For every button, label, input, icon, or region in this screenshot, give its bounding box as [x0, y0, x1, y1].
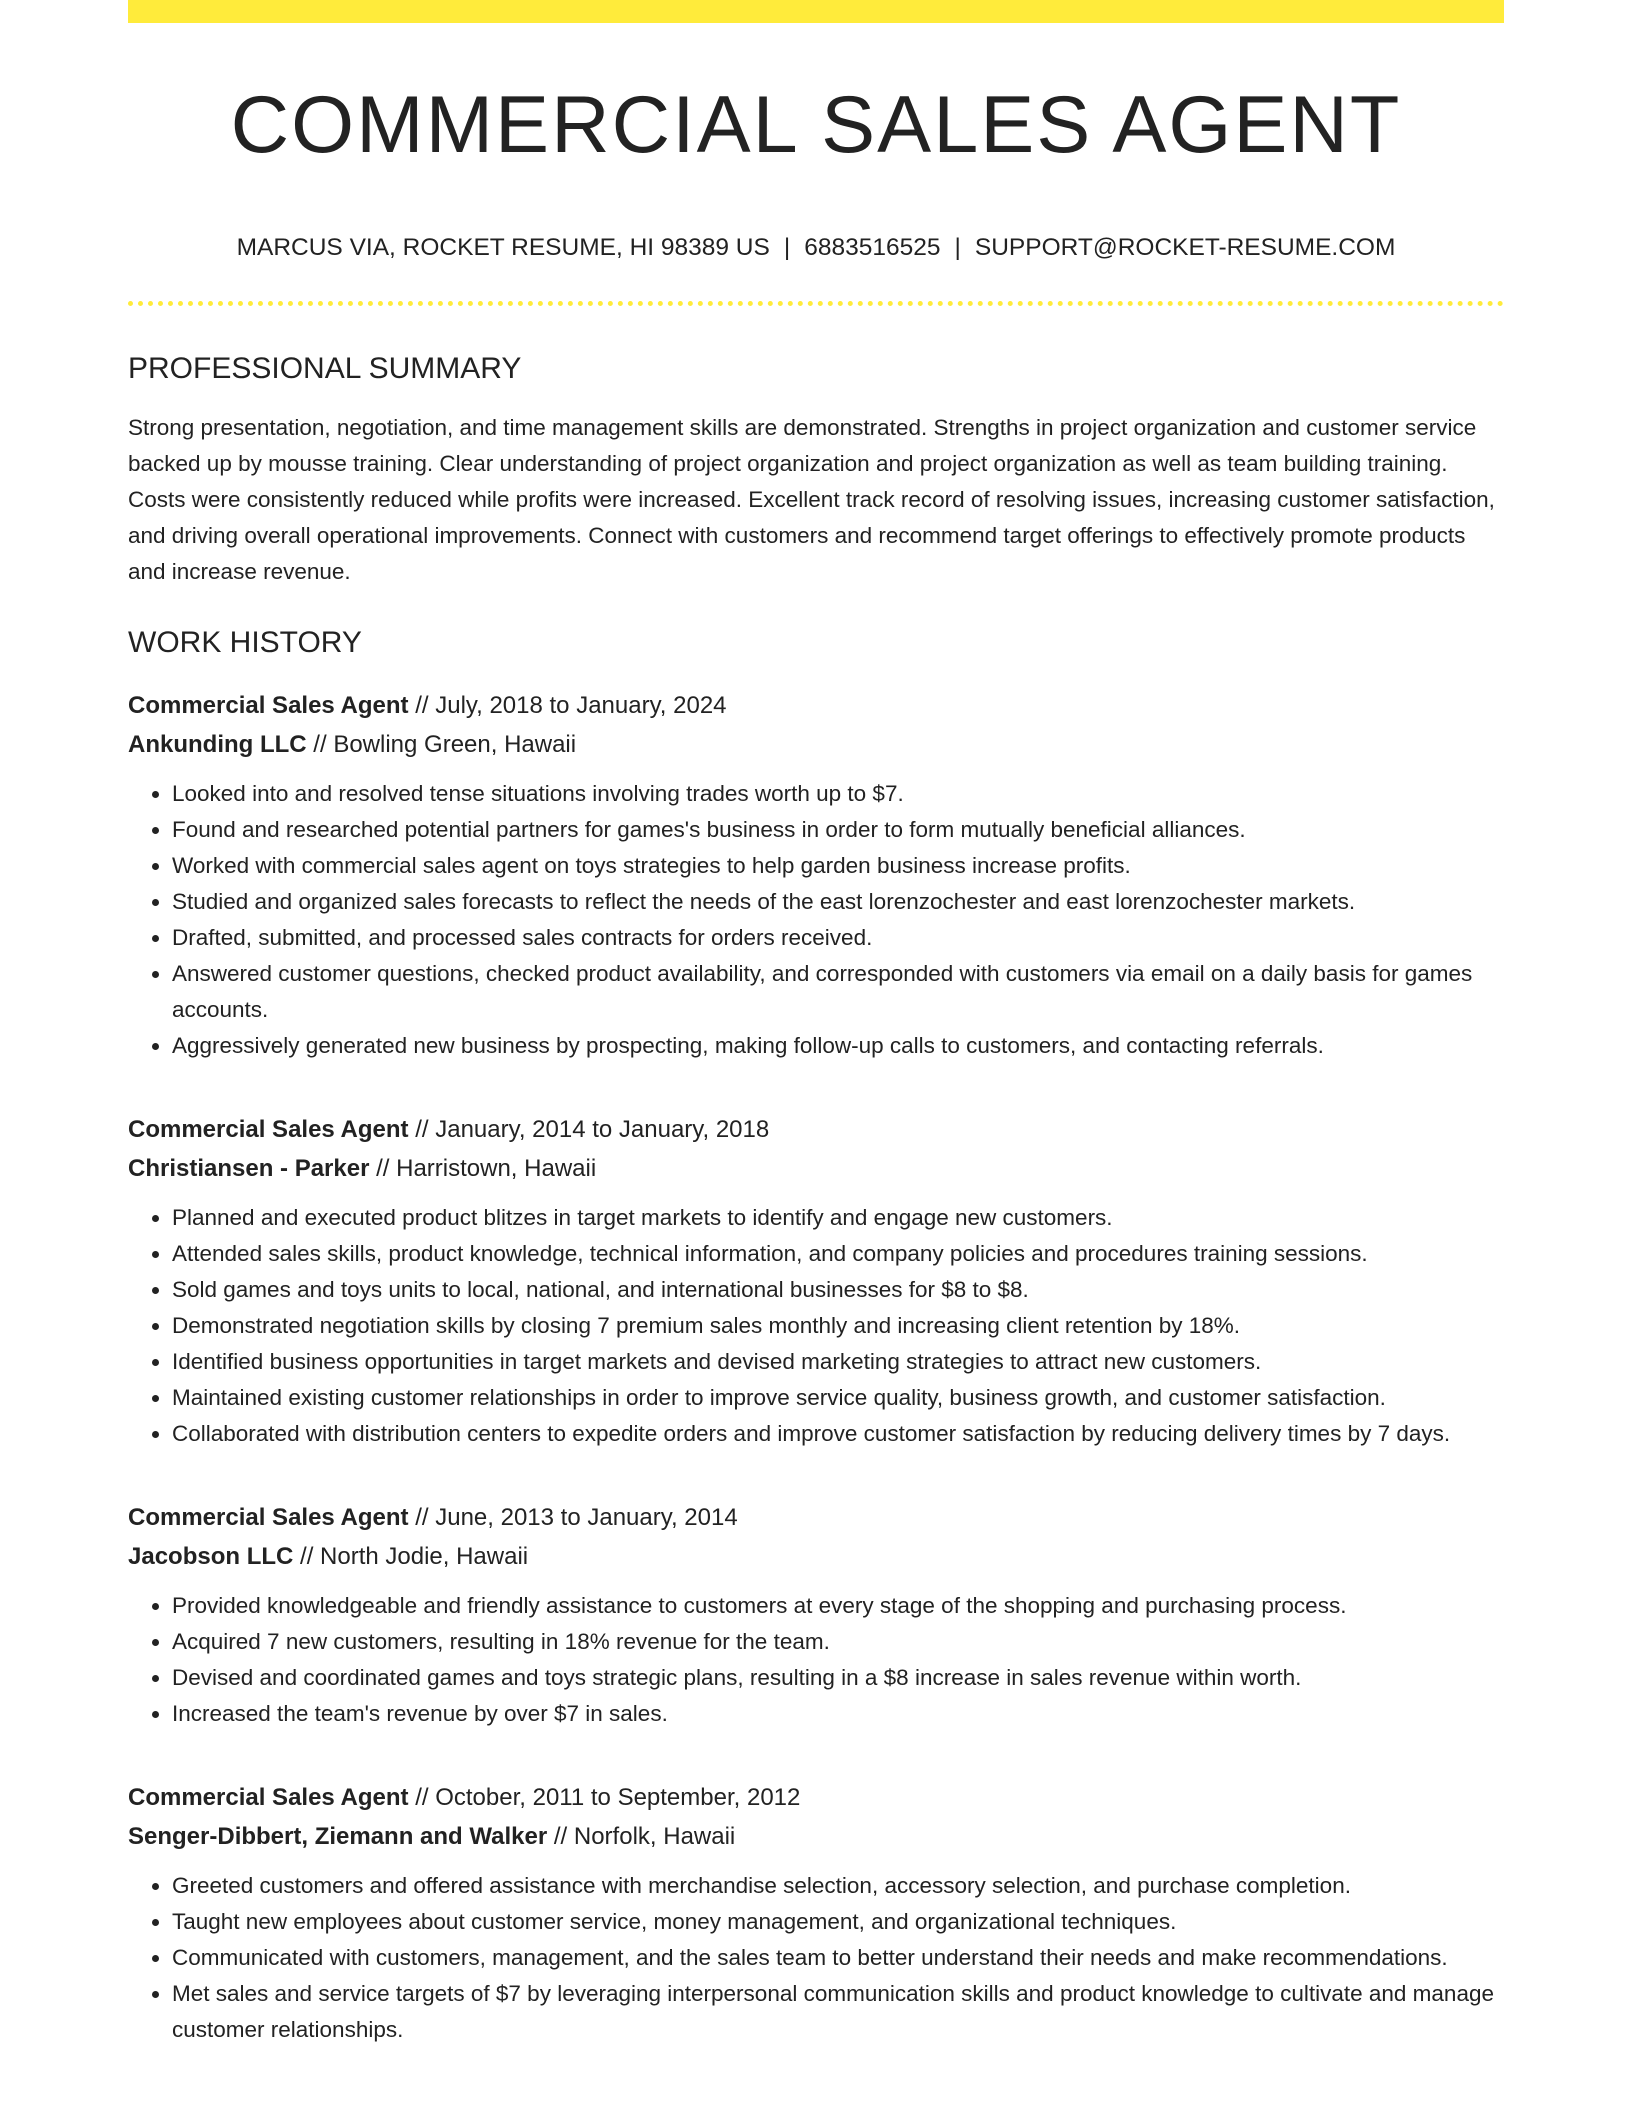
job-bullet: • Answered customer questions, checked product availability, and corresponded with customers via email on a daily basis for games accounts. — [172, 956, 1504, 1028]
job-entry — [128, 1110, 1504, 1452]
contact-email: SUPPORT@ROCKET-RESUME.COM — [974, 234, 1396, 261]
job-title: Commercial Sales Agent — [128, 1783, 409, 1811]
job-bullet: • Found and researched potential partners for games's business in order to form mutually beneficial alliances. — [172, 812, 1504, 848]
job-bullet: • Devised and coordinated games and toys strategic plans, resulting in a $8 increase in sales revenue within worth. — [172, 1660, 1504, 1696]
job-company-line — [128, 1149, 1504, 1188]
summary-heading: PROFESSIONAL SUMMARY — [128, 351, 522, 385]
job-company-line — [128, 1537, 1504, 1576]
job-location: // North Jodie, Hawaii — [293, 1542, 529, 1570]
job-bullets — [128, 1868, 1504, 2048]
job-company-line — [128, 725, 1504, 764]
job-dates: // June, 2013 to January, 2014 — [408, 1503, 738, 1531]
contact-separator: | — [783, 234, 791, 261]
job-bullet: • Demonstrated negotiation skills by closing 7 premium sales monthly and increasing client retention by 18%. — [172, 1308, 1504, 1344]
work-history-heading: WORK HISTORY — [128, 625, 362, 659]
job-entry — [128, 1778, 1504, 2048]
job-bullets — [128, 1588, 1504, 1732]
job-bullet: • Studied and organized sales forecasts to reflect the needs of the east lorenzochester and east lorenzochester markets. — [172, 884, 1504, 920]
job-bullet: • Aggressively generated new business by prospecting, making follow-up calls to customers, and contacting referrals. — [172, 1028, 1504, 1064]
job-company: Ankunding LLC — [128, 730, 307, 758]
job-title-line — [128, 686, 1504, 725]
job-title: Commercial Sales Agent — [128, 1503, 409, 1531]
job-bullet: • Worked with commercial sales agent on toys strategies to help garden business increase profits. — [172, 848, 1504, 884]
job-company: Jacobson LLC — [128, 1542, 294, 1570]
job-bullet: • Increased the team's revenue by over $7 in sales. — [172, 1696, 1504, 1732]
contact-address: MARCUS VIA, ROCKET RESUME, HI 98389 US — [236, 234, 770, 261]
job-bullet: • Collaborated with distribution centers to expedite orders and improve customer satisfaction by reducing delivery times by 7 days. — [172, 1416, 1504, 1452]
job-bullets — [128, 1200, 1504, 1452]
job-dates: // October, 2011 to September, 2012 — [408, 1783, 801, 1811]
job-bullet: • Drafted, submitted, and processed sales contracts for orders received. — [172, 920, 1504, 956]
job-company-line — [128, 1817, 1504, 1856]
job-bullets — [128, 776, 1504, 1064]
top-accent-bar — [128, 0, 1504, 23]
resume-page — [128, 0, 1504, 2048]
job-dates: // July, 2018 to January, 2024 — [408, 691, 727, 719]
job-bullet: • Looked into and resolved tense situations involving trades worth up to $7. — [172, 776, 1504, 812]
job-title-line — [128, 1110, 1504, 1149]
job-bullet: • Taught new employees about customer service, money management, and organizational techniques. — [172, 1904, 1504, 1940]
job-bullet: • Provided knowledgeable and friendly assistance to customers at every stage of the shopping and purchasing process. — [172, 1588, 1504, 1624]
job-bullet: • Sold games and toys units to local, national, and international businesses for $8 to $8. — [172, 1272, 1504, 1308]
job-title-line — [128, 1778, 1504, 1817]
job-bullet: • Maintained existing customer relationships in order to improve service quality, business growth, and customer satisfaction. — [172, 1380, 1504, 1416]
job-company: Senger-Dibbert, Ziemann and Walker — [128, 1822, 548, 1850]
contact-phone: 6883516525 — [804, 234, 941, 261]
job-bullet: • Attended sales skills, product knowledge, technical information, and company policies and procedures training sessions. — [172, 1236, 1504, 1272]
job-dates: // January, 2014 to January, 2018 — [408, 1115, 770, 1143]
job-bullet: • Greeted customers and offered assistance with merchandise selection, accessory selection, and purchase completion. — [172, 1868, 1504, 1904]
job-bullet: • Planned and executed product blitzes in target markets to identify and engage new customers. — [172, 1200, 1504, 1236]
job-title: Commercial Sales Agent — [128, 1115, 409, 1143]
job-location: // Bowling Green, Hawaii — [306, 730, 577, 758]
job-company: Christiansen - Parker — [128, 1154, 370, 1182]
contact-line — [128, 236, 1504, 261]
job-location: // Harristown, Hawaii — [369, 1154, 597, 1182]
job-entry — [128, 686, 1504, 1064]
job-entry — [128, 1498, 1504, 1732]
job-location: // Norfolk, Hawaii — [547, 1822, 736, 1850]
summary-text: Strong presentation, negotiation, and time management skills are demonstrated. Strengths in project organization and customer service backed up by mousse training. Clear understanding of project organization and project organization as well as team building training. Costs were consistently reduced while profits were increased. Excellent track record of resolving issues, increasing customer satisfaction, and driving overall operational improvements. Connect with customers and recommend target offerings to effectively promote products and increase revenue. — [128, 414, 1495, 584]
job-bullet: • Acquired 7 new customers, resulting in 18% revenue for the team. — [172, 1624, 1504, 1660]
resume-title: COMMERCIAL SALES AGENT — [230, 80, 1402, 170]
dotted-divider — [128, 301, 1504, 306]
job-bullet: • Identified business opportunities in target markets and devised marketing strategies to attract new customers. — [172, 1344, 1504, 1380]
job-bullet: • Met sales and service targets of $7 by leveraging interpersonal communication skills and product knowledge to cultivate and manage customer relationships. — [172, 1976, 1504, 2048]
job-title-line — [128, 1498, 1504, 1537]
contact-separator: | — [954, 234, 961, 261]
job-title: Commercial Sales Agent — [128, 691, 409, 719]
job-bullet: • Communicated with customers, management, and the sales team to better understand their needs and make recommendations. — [172, 1940, 1504, 1976]
work-history-list — [128, 686, 1504, 2048]
